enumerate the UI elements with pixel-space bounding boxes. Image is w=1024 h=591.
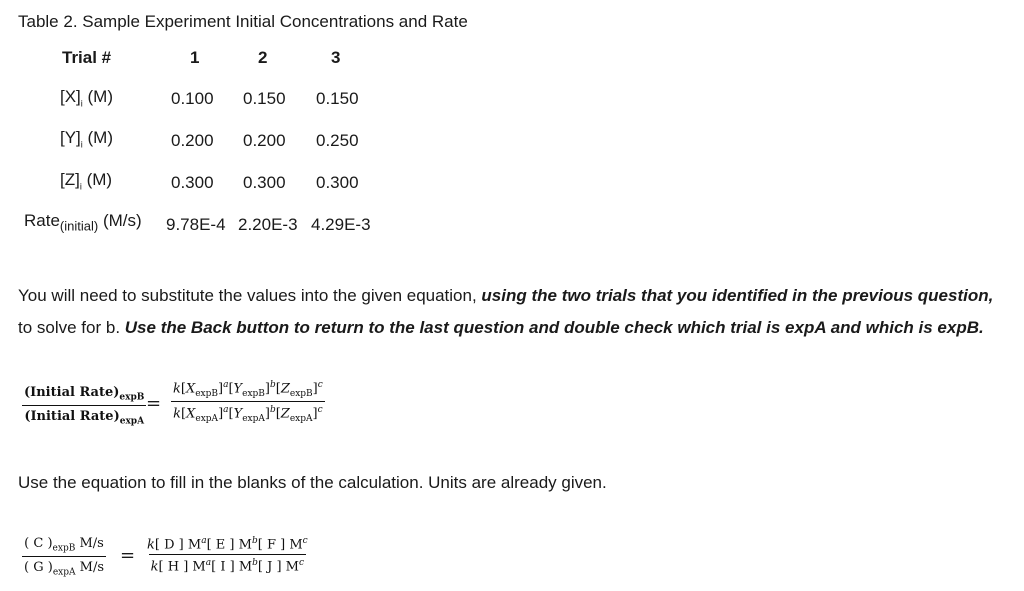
header-trial-2: 2	[258, 48, 268, 67]
row-label-y: $[Y]_i$ (M)	[60, 128, 114, 150]
header-trial-3: 3	[331, 48, 341, 67]
x-trial-2: 0.150	[243, 89, 286, 108]
rate-trial-3: 4.29E-3	[311, 215, 371, 234]
x-trial-1: 0.100	[171, 89, 214, 108]
z-trial-1: 0.300	[171, 173, 214, 192]
instruction-line-2: to solve for b. Use the Back button to return to the last question and double check which trial is expA and which is expB.	[18, 318, 984, 337]
z-trial-3: 0.300	[316, 173, 359, 192]
row-label-x: $[X]_i$ (M)	[60, 87, 114, 109]
row-label-z: $[Z]_i$ (M)	[60, 170, 113, 192]
equation-1-lhs: (Initial $Rate)_{expB}$ (Initial $Rate)_{expA}$	[24, 385, 145, 427]
table-caption: Table 2. Sample Experiment Initial Concentrations and Rate	[18, 12, 468, 31]
equation-1-rhs: $\frac{k[X_{expB}]^a[Y_{expB}]^b[Z_{expB}]^c}{k[X_{expA}]^a[Y_{expA}]^b[Z_{expA}]^c}$	[173, 380, 323, 424]
header-trial-1: 1	[190, 48, 200, 67]
row-label-rate: Rate$_{(initial)}$ (M/s)	[24, 211, 142, 234]
y-trial-1: 0.200	[171, 131, 214, 150]
instruction-line-1: You will need to substitute the values into the given equation, using the two trials that you identified in the previous question,	[18, 286, 994, 305]
equation-2-rhs: $\frac{k[ D ] M^a[ E ] M^b[ F ] M^c}{k[ H ] M^a[ I ] M^b[ J ] M^c}$	[147, 536, 308, 575]
equation-2-equals: =	[120, 545, 136, 566]
x-trial-3: 0.150	[316, 89, 359, 108]
header-trial: Trial #	[62, 48, 112, 67]
rate-trial-2: 2.20E-3	[238, 215, 298, 234]
rate-trial-1: 9.78E-4	[166, 215, 226, 234]
z-trial-2: 0.300	[243, 173, 286, 192]
equation-2-lhs: $\frac{( C )_{expB} M/s}{( G )_{expA} M/s}$	[24, 536, 105, 578]
equation-1-equals: =	[146, 393, 162, 414]
y-trial-2: 0.200	[243, 131, 286, 150]
y-trial-3: 0.250	[316, 131, 359, 150]
instruction-fill-blanks: Use the equation to fill in the blanks of the calculation. Units are already given.	[18, 473, 607, 492]
